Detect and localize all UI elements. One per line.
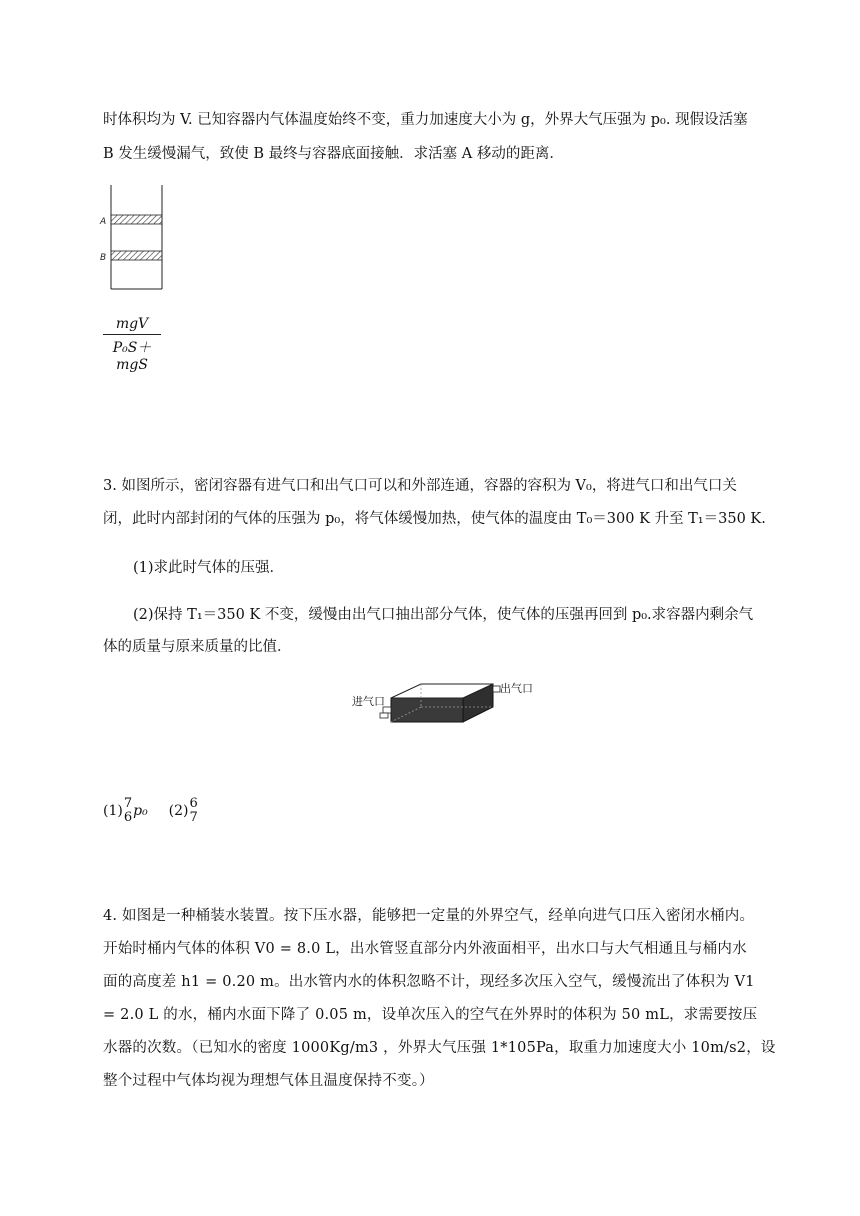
sealed-container-figure	[350, 677, 565, 729]
q3-sub-question-2-line-1: (2)保持 T₁＝350 K 不变，缓慢由出气口抽出部分气体，使气体的压强再回到 p₀.求容器内剩余气	[133, 607, 754, 623]
inlet-valve	[380, 713, 388, 718]
piston-b	[111, 251, 162, 260]
q4-text-line-2: 开始时桶内气体的体积 V0 = 8.0 L，出水管竖直部分内外液面相平，出水口与大气相通且与桶内水	[103, 941, 747, 957]
q2-text-line-2: B 发生缓慢漏气，致使 B 最终与容器底面接触．求活塞 A 移动的距离．	[103, 146, 564, 162]
q3-answer-part1-suffix: p₀	[133, 803, 148, 819]
q2-text-line-1: 时体积均为 V. 已知容器内气体温度始终不变，重力加速度大小为 g，外界大气压强为 p₀. 现假设活塞	[103, 112, 748, 128]
q3-answer	[103, 797, 199, 825]
q3-answer-part1-numerator: 7	[123, 796, 133, 811]
outlet-label: 出气口	[500, 682, 533, 695]
q2-answer-numerator: mgV	[103, 316, 161, 335]
q3-answer-part2-fraction	[189, 797, 197, 825]
q3-text-line-1: 3. 如图所示，密闭容器有进气口和出气口可以和外部连通，容器的容积为 V₀，将进气口和出气口关	[103, 478, 737, 494]
q3-answer-part2-denominator: 7	[189, 810, 198, 825]
q2-answer-denominator: P₀S＋mgS	[112, 340, 152, 373]
q4-text-line-3: 面的高度差 h1 = 0.20 m。出水管内水的体积忽略不计，现经多次压入空气，缓慢流出了体积为 V1	[103, 974, 755, 990]
piston-a	[111, 215, 162, 224]
cylinder-piston-figure	[98, 183, 168, 293]
piston-a-label: A	[100, 217, 107, 227]
q4-text-line-1: 4. 如图是一种桶装水装置。按下压水器，能够把一定量的外界空气，经单向进气口压入密闭水桶内。	[103, 908, 755, 924]
q3-answer-part1-denominator: 6	[123, 810, 133, 825]
q3-answer-part1-prefix: (1)	[103, 803, 123, 819]
piston-b-label: B	[100, 253, 107, 263]
inlet-label: 进气口	[352, 695, 385, 708]
q4-text-line-5: 水器的次数。（已知水的密度 1000Kg/m3 ，外界大气压强 1*105Pa，取重力加速度大小 10m/s2，设	[103, 1040, 776, 1056]
outlet-pipe	[493, 686, 500, 692]
q2-answer-fraction	[103, 316, 161, 373]
q3-sub-question-1: (1)求此时气体的压强．	[133, 560, 285, 576]
q3-sub-question-2-line-2: 体的质量与原来质量的比值．	[103, 639, 292, 655]
q3-answer-part2-numerator: 6	[189, 796, 198, 811]
q3-text-line-2: 闭，此时内部封闭的气体的压强为 p₀，将气体缓慢加热，使气体的温度由 T₀＝300 K 升至 T₁＝350 K.	[103, 511, 766, 527]
q3-answer-part2-prefix: (2)	[168, 803, 189, 819]
q3-answer-part1-fraction	[124, 797, 132, 825]
q4-text-line-4: = 2.0 L 的水，桶内水面下降了 0.05 m，设单次压入的空气在外界时的体积为 50 mL，求需要按压	[103, 1007, 758, 1023]
q4-text-line-6: 整个过程中气体均视为理想气体且温度保持不变。）	[103, 1073, 434, 1089]
